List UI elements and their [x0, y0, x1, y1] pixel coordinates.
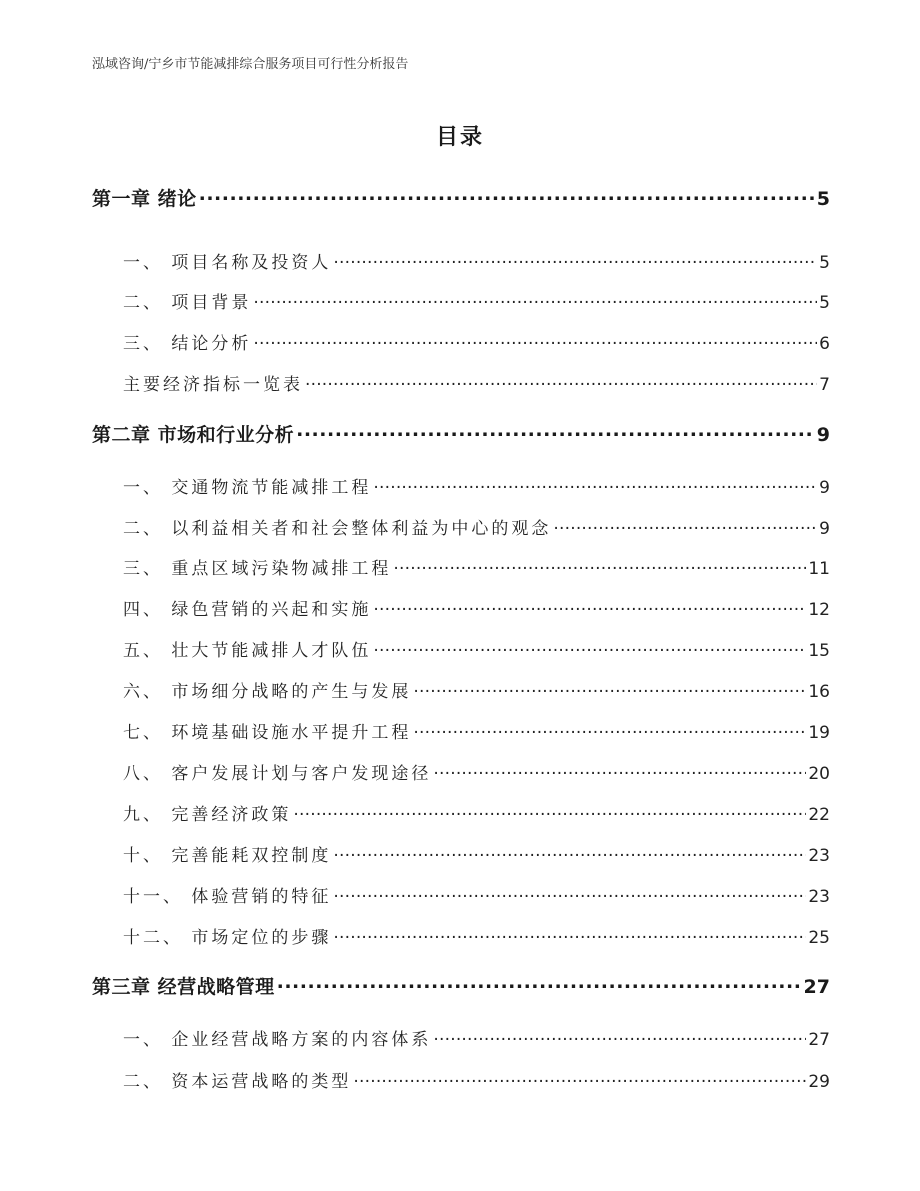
toc-page-number: 9 — [819, 478, 830, 498]
toc-entry-label: 第三章 经营战略管理 — [92, 976, 275, 998]
toc-chapter-2[interactable] — [92, 420, 830, 447]
dot-leader — [333, 251, 817, 268]
toc-page-number: 5 — [819, 253, 830, 273]
dot-leader — [253, 332, 817, 349]
dot-leader — [296, 422, 815, 441]
dot-leader — [413, 680, 806, 697]
toc-entry-label: 六、 市场细分战略的产生与发展 — [123, 682, 412, 702]
dot-leader — [373, 639, 806, 656]
toc-page-number: 16 — [808, 682, 830, 702]
toc-entry-label: 一、 企业经营战略方案的内容体系 — [123, 1030, 432, 1050]
toc-page-number: 5 — [816, 188, 830, 210]
toc-entry-label: 十、 完善能耗双控制度 — [123, 846, 332, 866]
toc-page-number: 5 — [819, 293, 830, 313]
toc-section-2-9[interactable] — [123, 800, 830, 825]
toc-page-number: 9 — [816, 424, 830, 446]
toc-section-2-6[interactable] — [123, 677, 830, 702]
toc-entry-label: 一、 交通物流节能减排工程 — [123, 478, 372, 498]
dot-leader — [373, 598, 806, 615]
toc-page-number: 27 — [803, 976, 830, 998]
dot-leader — [333, 844, 806, 861]
toc-section-3-1[interactable] — [123, 1025, 830, 1050]
toc-page-number: 19 — [808, 723, 830, 743]
toc-entry-label: 主要经济指标一览表 — [123, 375, 303, 395]
toc-entry-label: 三、 重点区域污染物减排工程 — [123, 559, 392, 579]
toc-section-2-10[interactable] — [123, 841, 830, 866]
toc-entry-label: 十二、 市场定位的步骤 — [123, 928, 332, 948]
toc-section-2-5[interactable] — [123, 636, 830, 661]
dot-leader — [413, 721, 806, 738]
dot-leader — [293, 803, 806, 820]
toc-page-number: 23 — [808, 887, 830, 907]
toc-entry-label: 一、 项目名称及投资人 — [123, 253, 332, 273]
toc-section-3-2[interactable] — [123, 1067, 830, 1092]
running-header: 泓域咨询/宁乡市节能减排综合服务项目可行性分析报告 — [92, 57, 409, 72]
toc-entry-label: 二、 项目背景 — [123, 293, 252, 313]
toc-entry-label: 三、 结论分析 — [123, 334, 252, 354]
toc-section-2-12[interactable] — [123, 923, 830, 948]
toc-page-number: 12 — [808, 600, 830, 620]
toc-page-number: 7 — [819, 375, 830, 395]
toc-page-number: 6 — [819, 334, 830, 354]
toc-entry-label: 二、 资本运营战略的类型 — [123, 1072, 352, 1092]
dot-leader — [305, 373, 817, 390]
toc-page-number: 11 — [808, 559, 830, 579]
toc-page-number: 9 — [819, 519, 830, 539]
toc-section-1-4[interactable] — [123, 370, 830, 395]
toc-section-2-4[interactable] — [123, 595, 830, 620]
toc-section-1-2[interactable] — [123, 288, 830, 313]
toc-section-2-3[interactable] — [123, 554, 830, 579]
toc-section-2-1[interactable] — [123, 473, 830, 498]
toc-entry-label: 八、 客户发展计划与客户发现途径 — [123, 764, 432, 784]
toc-entry-label: 十一、 体验营销的特征 — [123, 887, 332, 907]
toc-section-2-2[interactable] — [123, 514, 830, 539]
dot-leader — [553, 517, 817, 534]
toc-chapter-3[interactable] — [92, 972, 830, 999]
toc-section-2-11[interactable] — [123, 882, 830, 907]
dot-leader — [393, 557, 806, 574]
toc-entry-label: 四、 绿色营销的兴起和实施 — [123, 600, 372, 620]
dot-leader — [353, 1070, 806, 1087]
dot-leader — [433, 762, 806, 779]
dot-leader — [373, 476, 817, 493]
toc-section-2-7[interactable] — [123, 718, 830, 743]
toc-page-number: 23 — [808, 846, 830, 866]
toc-page-number: 27 — [808, 1030, 830, 1050]
toc-page-number: 15 — [808, 641, 830, 661]
toc-section-1-1[interactable] — [123, 248, 830, 273]
dot-leader — [199, 186, 815, 205]
dot-leader — [333, 926, 806, 943]
toc-title: 目录 — [435, 125, 484, 150]
dot-leader — [253, 291, 817, 308]
dot-leader — [433, 1028, 806, 1045]
toc-entry-label: 五、 壮大节能减排人才队伍 — [123, 641, 372, 661]
toc-page-number: 25 — [808, 928, 830, 948]
toc-chapter-1[interactable] — [92, 184, 830, 211]
toc-section-1-3[interactable] — [123, 329, 830, 354]
dot-leader — [333, 885, 806, 902]
toc-section-2-8[interactable] — [123, 759, 830, 784]
toc-page-number: 29 — [808, 1072, 830, 1092]
toc-page-number: 20 — [808, 764, 830, 784]
toc-page-number: 22 — [808, 805, 830, 825]
toc-entry-label: 九、 完善经济政策 — [123, 805, 292, 825]
toc-entry-label: 第二章 市场和行业分析 — [92, 424, 295, 446]
toc-entry-label: 二、 以利益相关者和社会整体利益为中心的观念 — [123, 519, 552, 539]
toc-entry-label: 第一章 绪论 — [92, 188, 197, 210]
toc-entry-label: 七、 环境基础设施水平提升工程 — [123, 723, 412, 743]
dot-leader — [277, 974, 802, 993]
